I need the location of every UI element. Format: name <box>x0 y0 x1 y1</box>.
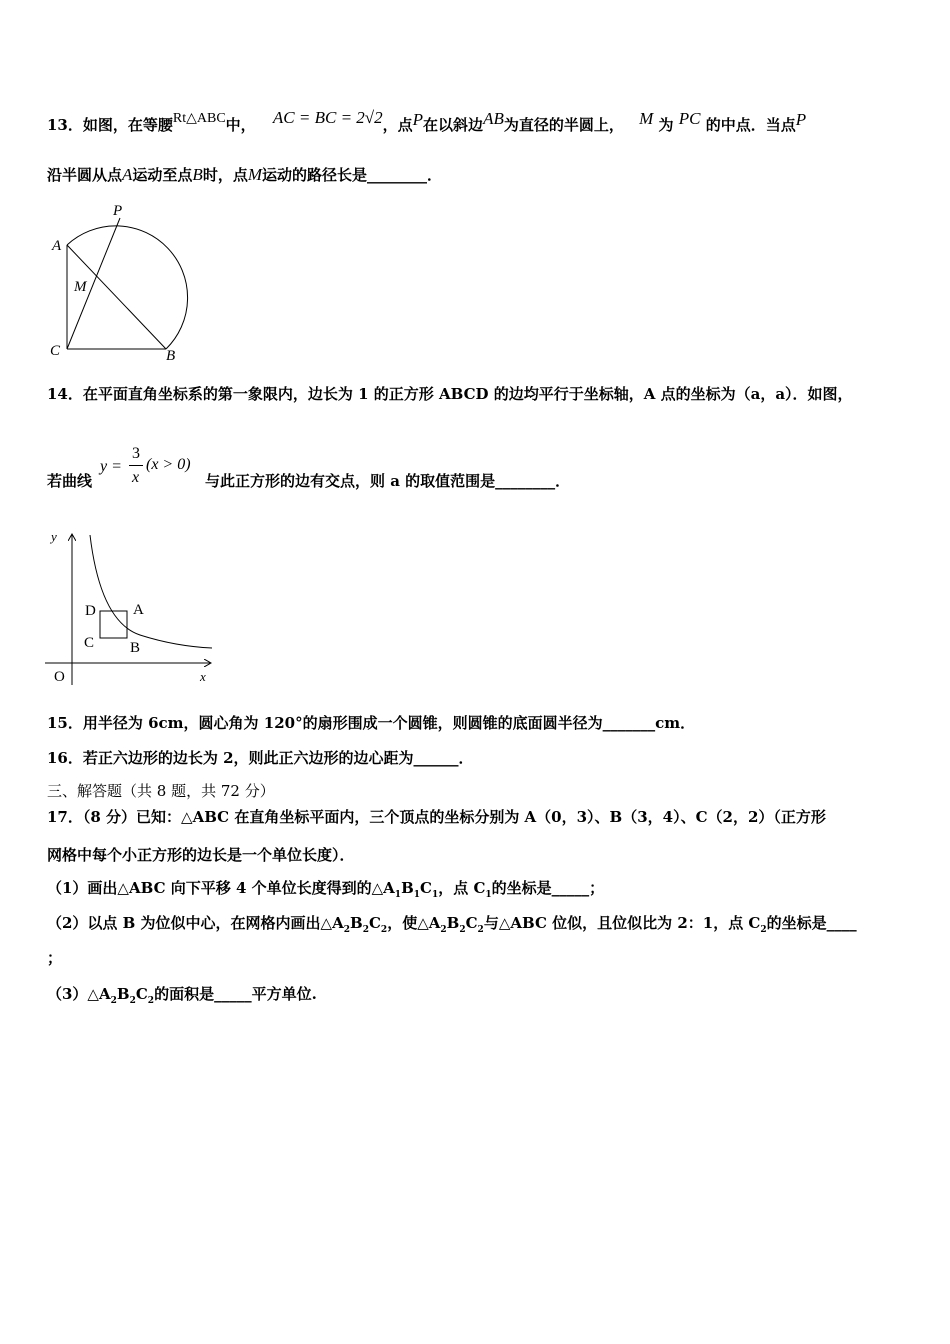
q17-sub: 2 <box>459 925 466 935</box>
q13-mid6: 的中点．当点 <box>705 116 796 134</box>
q17-p1-e: 的坐标是_____； <box>491 879 605 897</box>
q17-p1-d: ，点 C <box>438 879 486 897</box>
q14-line2-post: 与此正方形的边有交点，则 a 的取值范围是________． <box>205 472 571 490</box>
q13-mid1: 中， <box>225 116 256 134</box>
q17-line1-text: 17．（8 分）已知：△ABC 在直角坐标平面内，三个顶点的坐标分别为 A（0，3）、B（3，4）、C（2，2）（正方形 <box>47 808 826 826</box>
q14-line2-pre: 若曲线 <box>47 472 93 490</box>
q14-fraction-bar <box>129 465 143 466</box>
q17-p1-c: C <box>420 879 432 897</box>
q13-hypotenuse-ab <box>67 245 166 349</box>
q17-sub: 2 <box>362 925 369 935</box>
q14-label-x: x <box>200 669 206 684</box>
q13-mid3: 在以斜边 <box>423 116 484 134</box>
section3-heading: 三、解答题（共 8 题，共 72 分） <box>47 782 275 800</box>
q17-p2-f: C <box>465 914 478 932</box>
q16: 16．若正六边形的边长为 2，则此正六边形的边心距为______． <box>47 749 474 767</box>
q17-sub: 2 <box>477 925 484 935</box>
q13-pc: PC <box>678 109 701 128</box>
q13-line1 <box>47 108 807 135</box>
q17-sub: 2 <box>110 996 117 1006</box>
q13-label-a: A <box>52 238 62 254</box>
q17-line2: 网格中每个小正方形的边长是一个单位长度）． <box>47 846 355 864</box>
q17-sub: 2 <box>343 925 351 935</box>
q17-sub: 2 <box>440 925 447 935</box>
q14-formula-lhs: y = <box>100 458 122 475</box>
q17-part3 <box>47 983 317 1006</box>
q14-label-a: A <box>133 602 144 618</box>
q17-p2-g: 与△ABC 位似，且位似比为 2：1，点 C <box>483 914 761 932</box>
q14-line2 <box>47 470 92 491</box>
q13-line2-a: 沿半圆从点 <box>47 166 123 184</box>
q13-point-b: B <box>192 165 203 184</box>
q17-line1 <box>47 806 826 827</box>
q14-label-y: y <box>51 529 57 544</box>
q17-sub: 1 <box>413 890 421 900</box>
q13-label-p: P <box>113 203 123 219</box>
q17-sub: 2 <box>760 925 767 935</box>
q17-p2-c: C <box>368 914 381 932</box>
q14-label-c: C <box>84 635 95 651</box>
q13-mid2: ，点 <box>382 116 413 134</box>
q14-figure <box>40 525 220 690</box>
q17-p2-d: ，使△A <box>387 914 441 932</box>
q13-equation: AC = BC = 2√2 <box>272 108 383 127</box>
q17-sub: 2 <box>380 925 388 935</box>
q17-p3-a: （3）△A <box>47 985 111 1003</box>
q17-sub: 2 <box>129 996 136 1006</box>
q14-label-d: D <box>85 603 96 619</box>
q17-sub: 2 <box>147 996 155 1006</box>
q13-point-m: M <box>639 109 654 128</box>
q13-line2-d: 运动的路径长是________． <box>262 166 443 184</box>
q13-point-m2: M <box>247 165 262 184</box>
q13-figure <box>40 198 210 368</box>
q14-formula-numerator: 3 <box>132 445 140 462</box>
q17-p2-a: （2）以点 B 为位似中心，在网格内画出△A <box>47 914 344 932</box>
q13-ab: AB <box>483 109 504 128</box>
q14-formula-condition: (x > 0) <box>146 456 191 473</box>
q13-point-p: P <box>412 110 424 129</box>
q13-mid4: 为直径的半圆上， <box>503 116 624 134</box>
q13-label-c: C <box>50 343 61 359</box>
q13-line2-c: 时，点 <box>202 166 248 184</box>
q14-line1: 14．在平面直角坐标系的第一象限内，边长为 1 的正方形 ABCD 的边均平行于坐标轴，A 点的坐标为（a，a）．如图， <box>47 385 853 403</box>
q13-point-a: A <box>122 165 133 184</box>
q17-part1 <box>47 877 604 900</box>
q13-triangle: Rt△ABC <box>172 111 226 126</box>
q17-p2-h: 的坐标是____ <box>766 914 857 932</box>
q14-hyperbola <box>90 535 212 648</box>
q13-line2 <box>47 164 442 185</box>
q14-label-o: O <box>54 669 65 685</box>
q13-prefix: 13．如图，在等腰 <box>47 116 173 134</box>
q13-mid5: 为 <box>658 116 674 134</box>
q17-p2-b: B <box>350 914 363 932</box>
q17-sub: 1 <box>485 890 492 900</box>
q17-p3-b: B <box>116 985 130 1003</box>
q17-sub: 1 <box>394 890 402 900</box>
q17-part2-cont: ； <box>47 949 63 967</box>
q15: 15．用半径为 6cm，圆心角为 120°的扇形围成一个圆锥，则圆锥的底面圆半径为_______cm． <box>47 714 696 732</box>
q13-label-b: B <box>166 348 176 364</box>
q14-formula-denominator: x <box>132 469 140 486</box>
q17-p3-d: 的面积是_____平方单位. <box>154 985 317 1003</box>
q17-sub: 1 <box>431 890 439 900</box>
q13-label-m: M <box>74 279 87 295</box>
q13-point-p2: P <box>795 110 807 129</box>
q17-p3-c: C <box>135 985 148 1003</box>
q17-p2-e: B <box>446 914 460 932</box>
q13-line2-b: 运动至点 <box>132 166 193 184</box>
q17-p1-b: B <box>401 879 414 897</box>
q17-p1-a: （1）画出△ABC 向下平移 4 个单位长度得到的△A <box>47 879 395 897</box>
q17-part2 <box>47 912 857 935</box>
q14-label-b: B <box>130 640 141 656</box>
